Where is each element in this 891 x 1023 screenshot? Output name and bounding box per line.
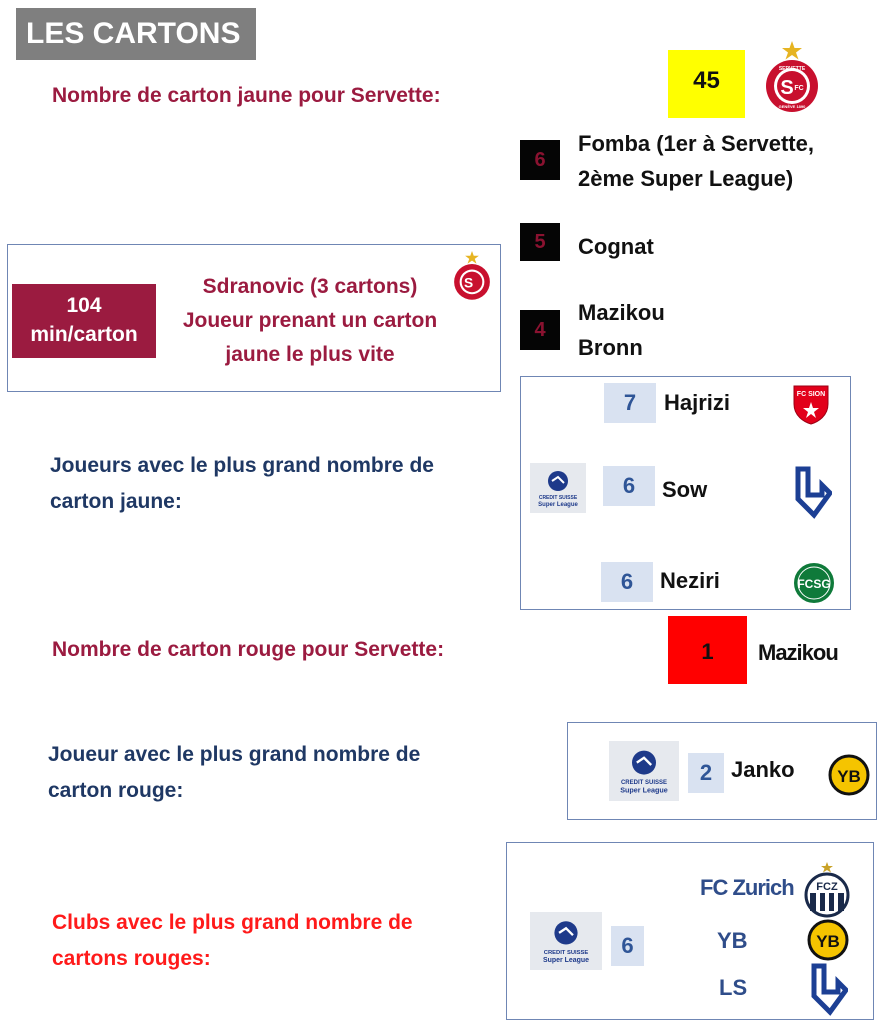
yb2-text: YB — [816, 932, 840, 951]
fastest-desc-line1: Joueur prenant un carton — [182, 309, 438, 332]
player-fomba-line2: 2ème Super League) — [578, 166, 794, 191]
super-league-logo-2 — [609, 741, 679, 801]
servette-fc: FC — [794, 85, 804, 92]
player-num-fomba: 6 — [520, 140, 560, 180]
fastest-player-line: Sdranovic (3 cartons) — [202, 275, 418, 298]
fc-sion-logo — [790, 382, 832, 426]
player-num-neziri: 6 — [601, 562, 653, 602]
lausanne-logo — [792, 465, 832, 520]
red-servette-question: Nombre de carton rouge pour Servette: — [52, 638, 445, 661]
league3-text-1: CREDIT SUISSE — [543, 949, 589, 956]
player-bronn-line: Bronn — [578, 335, 643, 360]
player-hajrizi: Hajrizi — [664, 390, 731, 415]
player-fomba — [578, 126, 814, 196]
player-num-mazikou: 4 — [520, 310, 560, 350]
league-red-q1: Joueur avec le plus grand nombre de — [48, 743, 421, 766]
yb-text: YB — [837, 767, 861, 786]
league-text-2: Super League — [538, 502, 578, 508]
player-sow: Sow — [662, 477, 708, 502]
player-mazikou-bronn — [578, 295, 665, 365]
fastest-card-text — [158, 270, 462, 372]
league3-text-2: Super League — [543, 956, 589, 964]
player-num-sow: 6 — [603, 466, 655, 506]
fc-st-gallen-logo — [790, 560, 838, 606]
minutes-unit: min/carton — [30, 323, 138, 346]
lausanne-logo-2 — [808, 962, 848, 1017]
league-text-1: CREDIT SUISSE — [538, 495, 578, 501]
league2-text-2: Super League — [620, 785, 668, 795]
super-league-icon-2 — [609, 741, 679, 801]
player-fomba-line1: Fomba (1er à Servette, — [578, 131, 814, 156]
clubs-red-q1: Clubs avec le plus grand nombre de — [52, 911, 413, 934]
league-yellow-question — [50, 448, 434, 520]
clubs-red-q2: cartons rouges: — [52, 947, 211, 970]
super-league-icon-3 — [530, 912, 602, 970]
servette-logo-small — [450, 248, 494, 302]
page-title: LES CARTONS — [16, 8, 256, 60]
player-num-hajrizi: 7 — [604, 383, 656, 423]
servette-bottom-text: GENÈVE 1890 — [778, 104, 806, 109]
yellow-count-box: 45 — [668, 50, 745, 118]
super-league-logo-3 — [530, 912, 602, 970]
league-red-q2: carton rouge: — [48, 779, 184, 802]
league-yellow-q1: Joueurs avec le plus grand nombre de — [50, 454, 434, 477]
yb-logo — [827, 754, 871, 796]
servette-logo — [760, 38, 824, 114]
servette-small-letter: S — [463, 275, 474, 291]
club-ls: LS — [719, 975, 748, 1000]
servette-top-text: SERVETTE — [778, 66, 806, 72]
league-red-question — [48, 737, 420, 809]
player-cognat: Cognat — [578, 234, 654, 259]
sion-text: FC SION — [796, 391, 826, 398]
clubs-red-num: 6 — [611, 926, 644, 966]
fastest-desc-line2: jaune le plus vite — [225, 343, 395, 366]
servette-letter: S — [780, 77, 794, 99]
club-yb: YB — [717, 928, 748, 953]
player-janko: Janko — [731, 757, 795, 782]
stgallen-text: FCSG — [797, 577, 831, 591]
super-league-icon — [530, 463, 586, 513]
red-count-box: 1 — [668, 616, 747, 684]
player-num-janko: 2 — [688, 753, 724, 793]
fcz-text: FCZ — [816, 881, 838, 893]
fc-zurich-logo — [802, 860, 852, 918]
player-mazikou-line: Mazikou — [578, 300, 665, 325]
player-neziri: Neziri — [660, 568, 720, 593]
minutes-value: 104 — [66, 294, 102, 317]
minutes-per-card-box — [12, 284, 156, 358]
super-league-logo — [530, 463, 586, 513]
clubs-red-question — [52, 905, 413, 977]
league2-text-1: CREDIT SUISSE — [620, 780, 668, 787]
club-fc-zurich: FC Zurich — [700, 875, 794, 900]
player-num-cognat: 5 — [520, 223, 560, 261]
league-yellow-q2: carton jaune: — [50, 490, 182, 513]
yb-logo-2 — [806, 919, 850, 961]
yellow-servette-question: Nombre de carton jaune pour Servette: — [52, 84, 441, 107]
red-servette-player: Mazikou — [758, 640, 838, 665]
